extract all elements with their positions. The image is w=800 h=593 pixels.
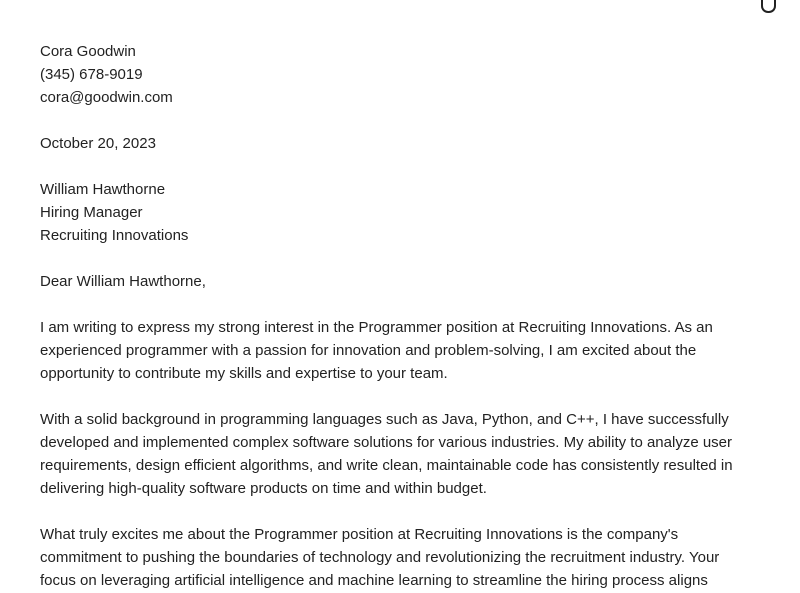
paragraph-line: commitment to pushing the boundaries of technology and revolutionizing the recruitment industry. Your: [40, 549, 720, 566]
recipient-company: Recruiting Innovations: [40, 227, 189, 244]
recipient-title: Hiring Manager: [40, 204, 143, 221]
paragraph-3: [40, 523, 780, 592]
paragraph-line: experienced programmer with a passion for innovation and problem-solving, I am excited about the: [40, 342, 697, 359]
partial-icon: [761, 0, 776, 13]
paragraph-line: opportunity to contribute my skills and expertise to your team.: [40, 365, 448, 382]
paragraph-2: [40, 408, 780, 500]
paragraph-1: [40, 316, 780, 385]
paragraph-line: requirements, design efficient algorithms, and write clean, maintainable code has consistently resulted in: [40, 457, 733, 474]
paragraph-line: With a solid background in programming languages such as Java, Python, and C++, I have successfully: [40, 411, 729, 428]
sender-phone: (345) 678-9019: [40, 66, 143, 83]
paragraph-line: focus on leveraging artificial intelligence and machine learning to streamline the hiring process aligns: [40, 572, 708, 589]
paragraph-line: I am writing to express my strong interest in the Programmer position at Recruiting Innovations. As an: [40, 319, 713, 336]
sender-email: cora@goodwin.com: [40, 89, 173, 106]
salutation: Dear William Hawthorne,: [40, 273, 206, 290]
sender-name: Cora Goodwin: [40, 43, 136, 60]
paragraph-line: What truly excites me about the Programmer position at Recruiting Innovations is the company's: [40, 526, 679, 543]
paragraph-line: delivering high-quality software products on time and within budget.: [40, 480, 487, 497]
cover-letter: [40, 40, 780, 592]
paragraph-line: developed and implemented complex software solutions for various industries. My ability to analyze user: [40, 434, 733, 451]
letter-date: October 20, 2023: [40, 135, 156, 152]
recipient-name: William Hawthorne: [40, 181, 166, 198]
